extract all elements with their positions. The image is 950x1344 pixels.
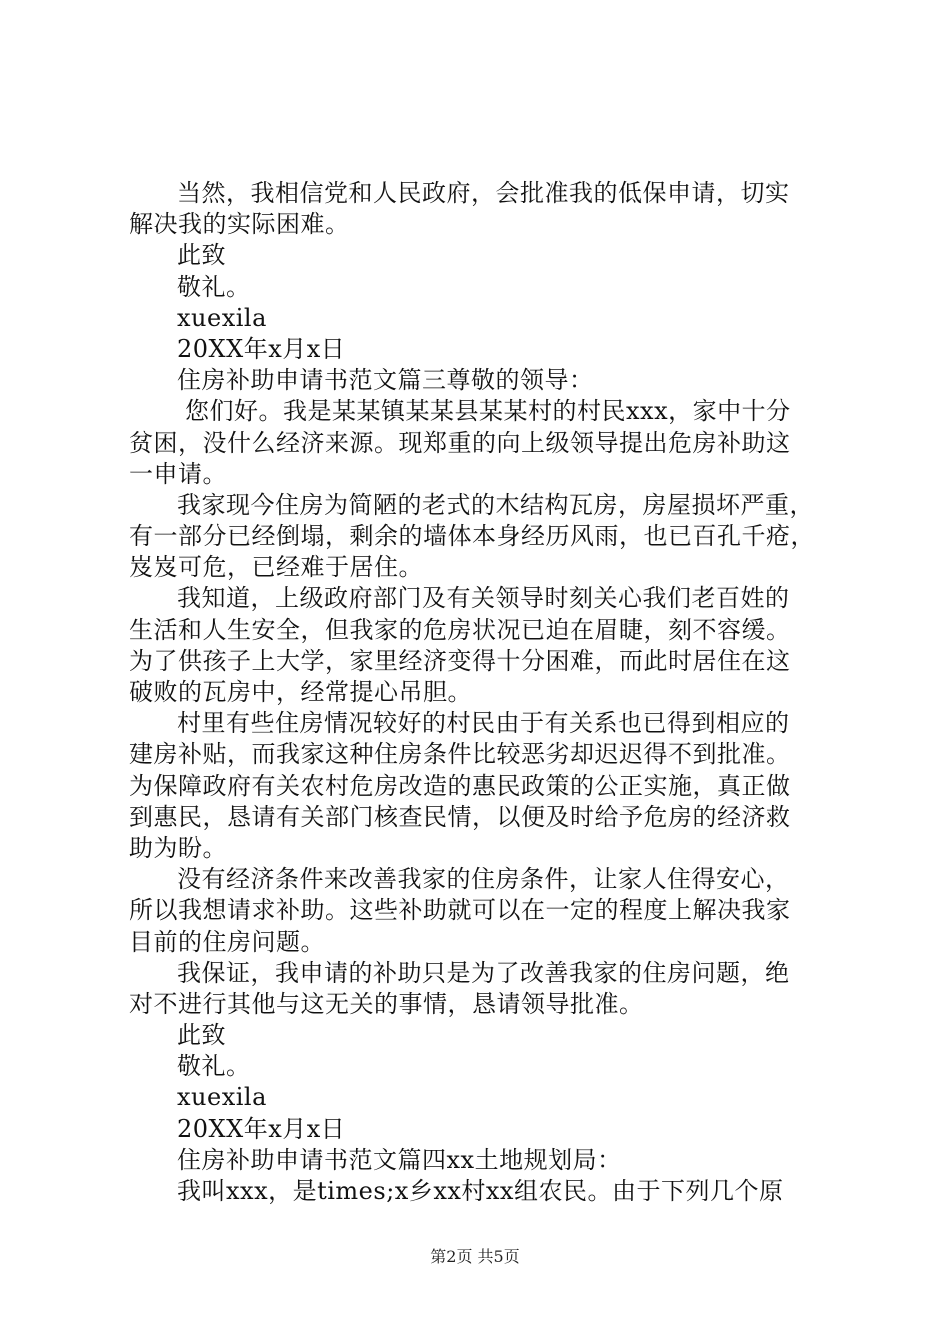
section-heading: 住房补助申请书范文篇三尊敬的领导： [177,366,594,395]
closing-line: 此致 [177,241,226,270]
paragraph-line: 为保障政府有关农村危房改造的惠民政策的公正实施，真正做 [129,771,791,800]
closing-line: 敬礼。 [177,1052,251,1081]
paragraph-line: 生活和人生安全，但我家的危房状况已迫在眉睫，刻不容缓。 [129,615,791,644]
paragraph-line: 我知道，上级政府部门及有关领导时刻关心我们老百姓的 [177,584,790,613]
paragraph-line: 当然，我相信党和人民政府，会批准我的低保申请，切实 [177,179,790,207]
paragraph-line: 解决我的实际困难。 [129,210,350,239]
closing-line: 敬礼。 [177,272,251,301]
closing-line: 此致 [177,1021,226,1050]
paragraph-line: 岌岌可危，已经难于居住。 [129,553,423,582]
paragraph-line: 一申请。 [129,459,227,488]
paragraph-line: 我保证，我申请的补助只是为了改善我家的住房问题，绝 [177,958,790,987]
paragraph-line: 对不进行其他与这无关的事情，恳请领导批准。 [129,989,644,1018]
paragraph-line: 贫困，没什么经济来源。现郑重的向上级领导提出危房补助这 [129,428,791,457]
signature-line: xuexila [177,1083,267,1112]
paragraph-line: 村里有些住房情况较好的村民由于有关系也已得到相应的 [177,709,790,738]
date-line: 20XX年x月x日 [177,334,346,363]
date-line: 20XX年x月x日 [177,1114,346,1143]
paragraph-line: 建房补贴，而我家这种住房条件比较恶劣却迟迟得不到批准。 [129,740,791,769]
paragraph-line: 我家现今住房为简陋的老式的木结构瓦房，房屋损坏严重， [177,490,814,519]
paragraph-line: 助为盼。 [129,833,227,862]
paragraph-line: 目前的住房问题。 [129,927,325,956]
paragraph-line: 破败的瓦房中，经常提心吊胆。 [129,678,472,706]
section-heading: 住房补助申请书范文篇四xx土地规划局： [177,1145,622,1174]
paragraph-line: 您们好。我是某某镇某某县某某村的村民xxx，家中十分 [185,397,791,426]
paragraph-line: 有一部分已经倒塌，剩余的墙体本身经历风雨，也已百孔千疮， [129,522,815,551]
page-number-footer: 第2页 共5页 [430,1247,520,1266]
paragraph-line: 所以我想请求补助。这些补助就可以在一定的程度上解决我家 [129,896,791,925]
paragraph-line: 到惠民，恳请有关部门核查民情，以便及时给予危房的经济救 [129,802,791,831]
paragraph-line: 没有经济条件来改善我家的住房条件，让家人住得安心， [177,865,790,894]
paragraph-line: 为了供孩子上大学，家里经济变得十分困难，而此时居住在这 [129,646,791,675]
signature-line: xuexila [177,303,267,332]
document-body [129,178,833,1207]
paragraph-line: 我叫xxx，是times;x乡xx村xx组农民。由于下列几个原 [177,1177,784,1205]
